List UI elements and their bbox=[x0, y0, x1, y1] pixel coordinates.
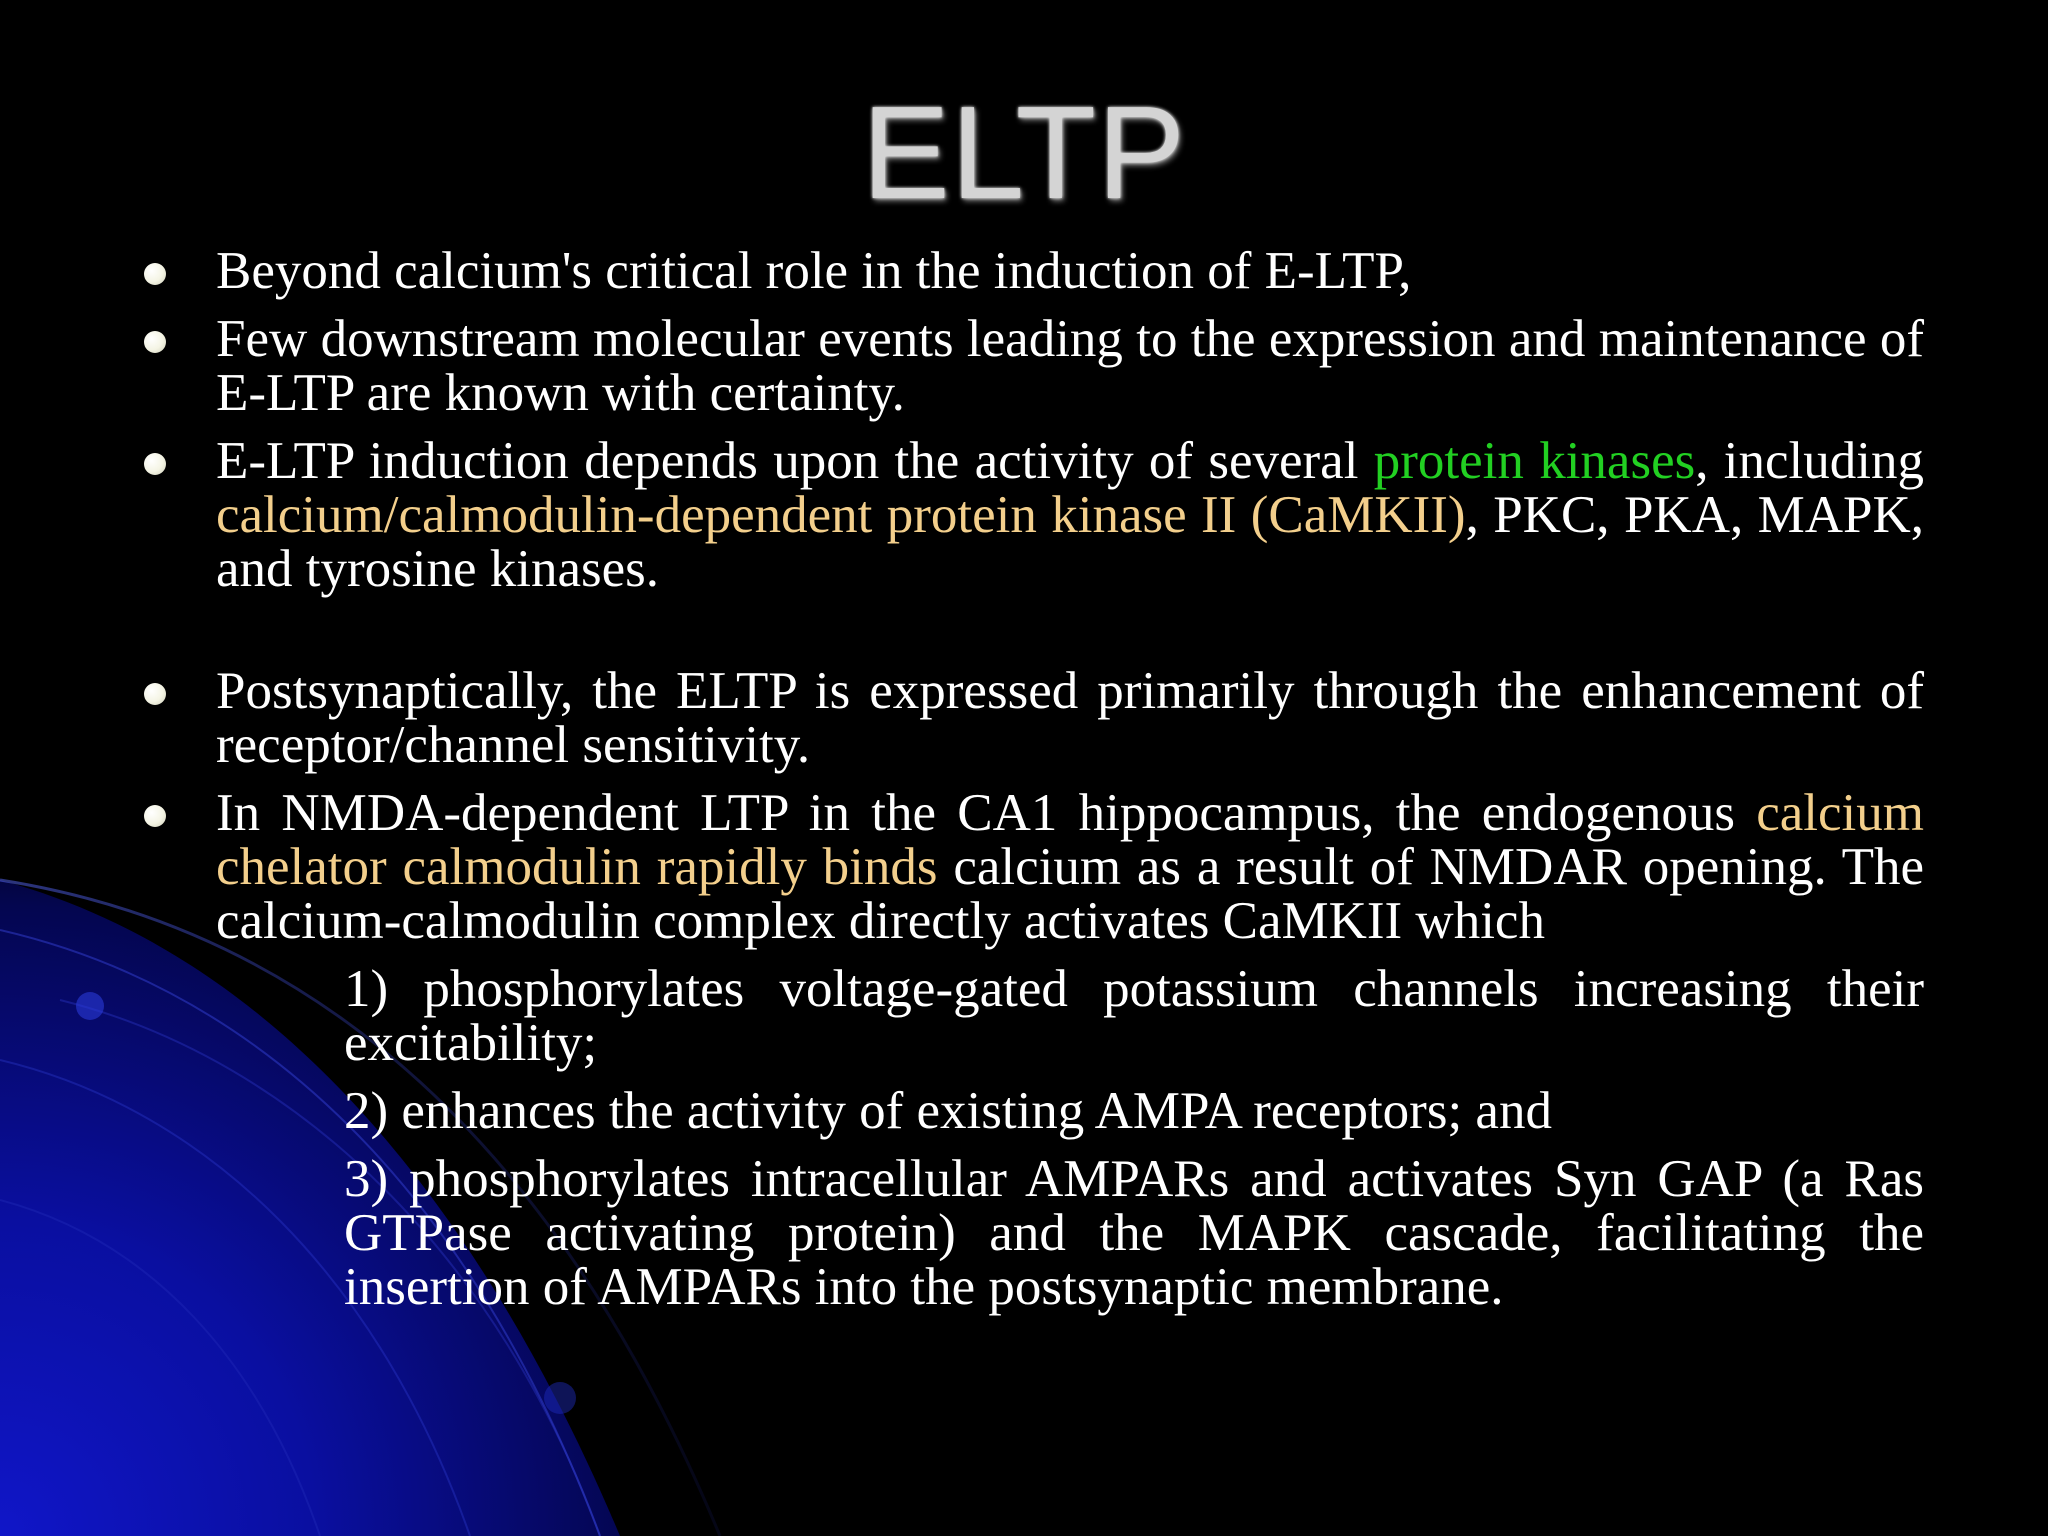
bullet-item bbox=[216, 786, 1924, 948]
sub-item: 2) enhances the activity of existing AMPA receptors; and bbox=[344, 1082, 1552, 1140]
bullet-list bbox=[216, 244, 1924, 1314]
slide-title: ELTP bbox=[861, 79, 1187, 226]
highlight-camkii: calcium/calmodulin-dependent protein kinase II (CaMKII) bbox=[216, 486, 1466, 544]
bullet-text: Postsynaptically, the ELTP is expressed primarily through the enhancement of receptor/channel sensitivity. bbox=[216, 662, 1924, 774]
bullet-text: Beyond calcium's critical role in the induction of E-LTP, bbox=[216, 242, 1412, 300]
bullet-dot-icon bbox=[144, 453, 166, 475]
bullet-text: In NMDA-dependent LTP in the CA1 hippocampus, the endogenous bbox=[216, 784, 1757, 842]
bullet-text: , including bbox=[1695, 432, 1924, 490]
bullet-item bbox=[216, 244, 1924, 298]
bullet-text: calcium as a result of NMDAR opening. The calcium-calmodulin complex directly activates CaMKII which bbox=[216, 838, 1925, 950]
sub-item: 3) phosphorylates intracellular AMPARs and activates Syn GAP (a Ras GTPase activating protein) and the MAPK cascade, facilitating the insertion of AMPARs into the postsynaptic membrane. bbox=[344, 1150, 1924, 1316]
bullet-dot-icon bbox=[144, 683, 166, 705]
highlight-calmodulin: calcium chelator calmodulin rapidly binds bbox=[216, 784, 1924, 896]
bullet-text: , PKC, PKA, MAPK, and tyrosine kinases. bbox=[216, 486, 1924, 598]
bullet-dot-icon bbox=[144, 331, 166, 353]
bullet-item bbox=[216, 664, 1924, 772]
bullet-item bbox=[216, 434, 1924, 596]
bullet-text: E-LTP induction depends upon the activity of several bbox=[216, 432, 1374, 490]
bullet-text: Few downstream molecular events leading to the expression and maintenance of E-LTP are known with certainty. bbox=[216, 310, 1924, 422]
bullet-item bbox=[216, 312, 1924, 420]
bullet-dot-icon bbox=[144, 805, 166, 827]
highlight-protein-kinases: protein kinases bbox=[1373, 432, 1696, 490]
bullet-dot-icon bbox=[144, 263, 166, 285]
sub-item: 1) phosphorylates voltage-gated potassium channels increasing their excitability; bbox=[344, 960, 1924, 1072]
